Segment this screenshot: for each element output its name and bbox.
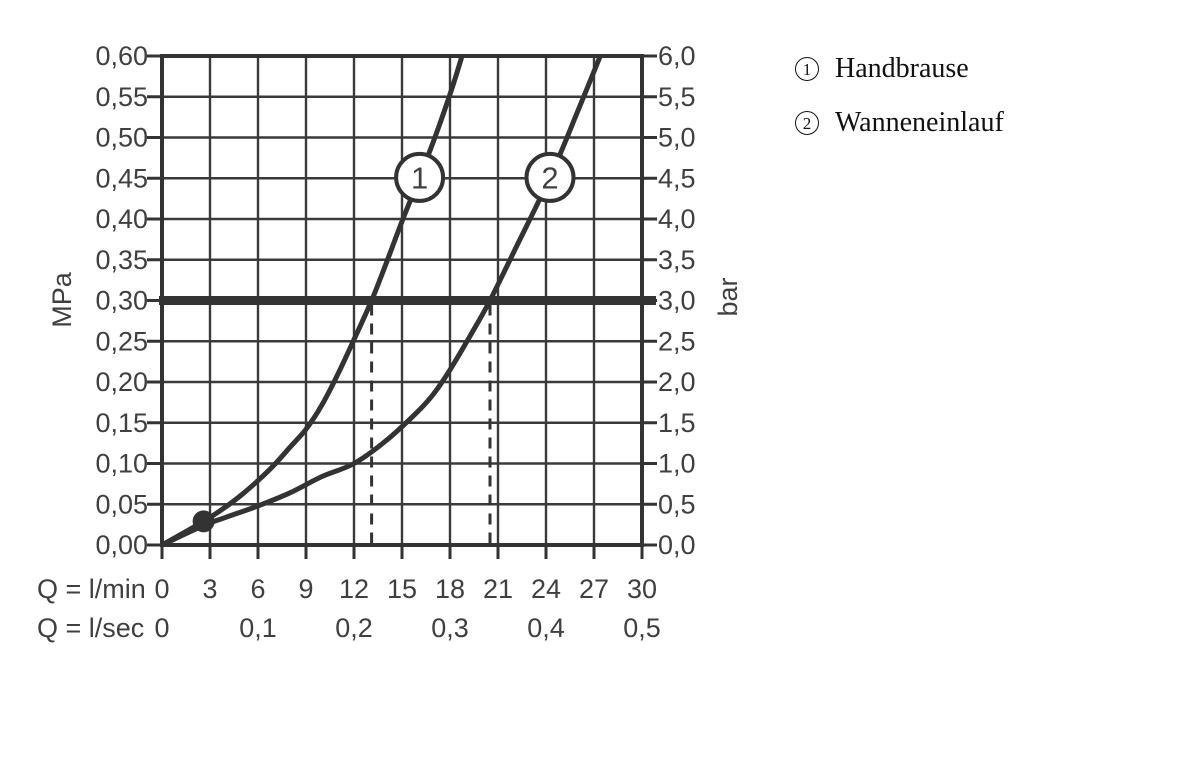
x-axis-label-lmin: 6 <box>250 574 266 604</box>
y-axis-label-left: 0,35 <box>95 244 148 275</box>
x-axis-label-lmin: 9 <box>298 574 314 604</box>
x-axis-label-lmin: 12 <box>338 574 370 604</box>
x-axis-label-lsec: 0,5 <box>623 613 661 643</box>
y-axis-label-left: 0,30 <box>95 285 148 316</box>
x-axis-label-lmin: 21 <box>482 574 514 604</box>
curve-badge-2 <box>527 154 574 201</box>
circled-2-icon: 2 <box>795 111 819 135</box>
curve-badge-number: 2 <box>541 160 559 196</box>
y-axis-label-right: 2,0 <box>658 367 696 397</box>
y-axis-label-left: 0,40 <box>95 204 148 234</box>
x-axis-label-lmin: 30 <box>626 574 658 604</box>
curve-handbrause <box>162 36 468 545</box>
x-axis-label-lsec: 0 <box>154 613 170 643</box>
x-axis-label-lmin: 27 <box>578 574 610 604</box>
y-axis-label-right: 4,5 <box>658 163 696 194</box>
y-axis-unit-left: MPa <box>47 272 77 328</box>
x-axis-row2-caption: Q = l/sec <box>37 613 145 643</box>
y-axis-label-left: 0,60 <box>95 41 148 71</box>
x-axis-label-lsec: 0,4 <box>527 613 565 643</box>
y-axis-label-right: 0,5 <box>658 489 696 520</box>
y-axis-unit-right: bar <box>713 277 743 317</box>
curve-wanneneinlauf <box>162 44 605 545</box>
y-axis-label-right: 5,0 <box>658 122 696 153</box>
y-axis-label-right: 1,5 <box>658 407 696 438</box>
legend-label-handbrause: Handbrause <box>835 53 969 84</box>
legend <box>795 54 1004 162</box>
x-axis-label-lmin: 15 <box>386 574 418 604</box>
y-axis-label-left: 0,25 <box>95 326 148 357</box>
y-axis-label-left: 0,15 <box>95 407 148 438</box>
y-axis-label-left: 0,00 <box>95 530 148 560</box>
y-axis-label-left: 0,05 <box>95 489 148 520</box>
y-axis-label-left: 0,10 <box>95 448 148 479</box>
y-axis-label-right: 4,0 <box>658 204 696 234</box>
x-axis-label-lsec: 0,1 <box>239 613 277 643</box>
curves <box>162 36 605 545</box>
y-axis-label-right: 3,0 <box>658 285 696 316</box>
x-axis-label-lsec: 0,2 <box>335 613 373 643</box>
y-axis-label-right: 1,0 <box>658 448 696 479</box>
y-axis-label-right: 3,5 <box>658 244 696 275</box>
legend-item-wanneneinlauf <box>795 108 1004 139</box>
y-axis-label-left: 0,45 <box>95 163 148 194</box>
min-flow-dot <box>193 510 215 532</box>
y-axis-label-right: 5,5 <box>658 81 696 112</box>
y-axis-label-left: 0,55 <box>95 81 148 112</box>
x-axis-row1-caption: Q = l/min <box>37 574 146 604</box>
legend-label-wanneneinlauf: Wanneneinlauf <box>835 106 1004 138</box>
curve-badge-1 <box>396 154 443 201</box>
circled-1-icon: 1 <box>795 57 819 81</box>
y-axis-label-left: 0,20 <box>95 367 148 397</box>
y-axis-label-right: 6,0 <box>658 41 696 71</box>
curve-badge-number: 1 <box>410 160 429 196</box>
x-axis-label-lmin: 24 <box>530 574 562 604</box>
y-axis-label-left: 0,50 <box>95 122 148 153</box>
legend-item-handbrause <box>795 54 1004 85</box>
x-axis-label-lmin: 3 <box>202 574 218 604</box>
x-axis-label-lsec: 0,3 <box>431 613 469 643</box>
x-axis-label-lmin: 0 <box>154 574 170 604</box>
y-axis-label-right: 0,0 <box>658 530 696 560</box>
x-axis-label-lmin: 18 <box>434 574 466 604</box>
y-axis-label-right: 2,5 <box>658 326 696 357</box>
